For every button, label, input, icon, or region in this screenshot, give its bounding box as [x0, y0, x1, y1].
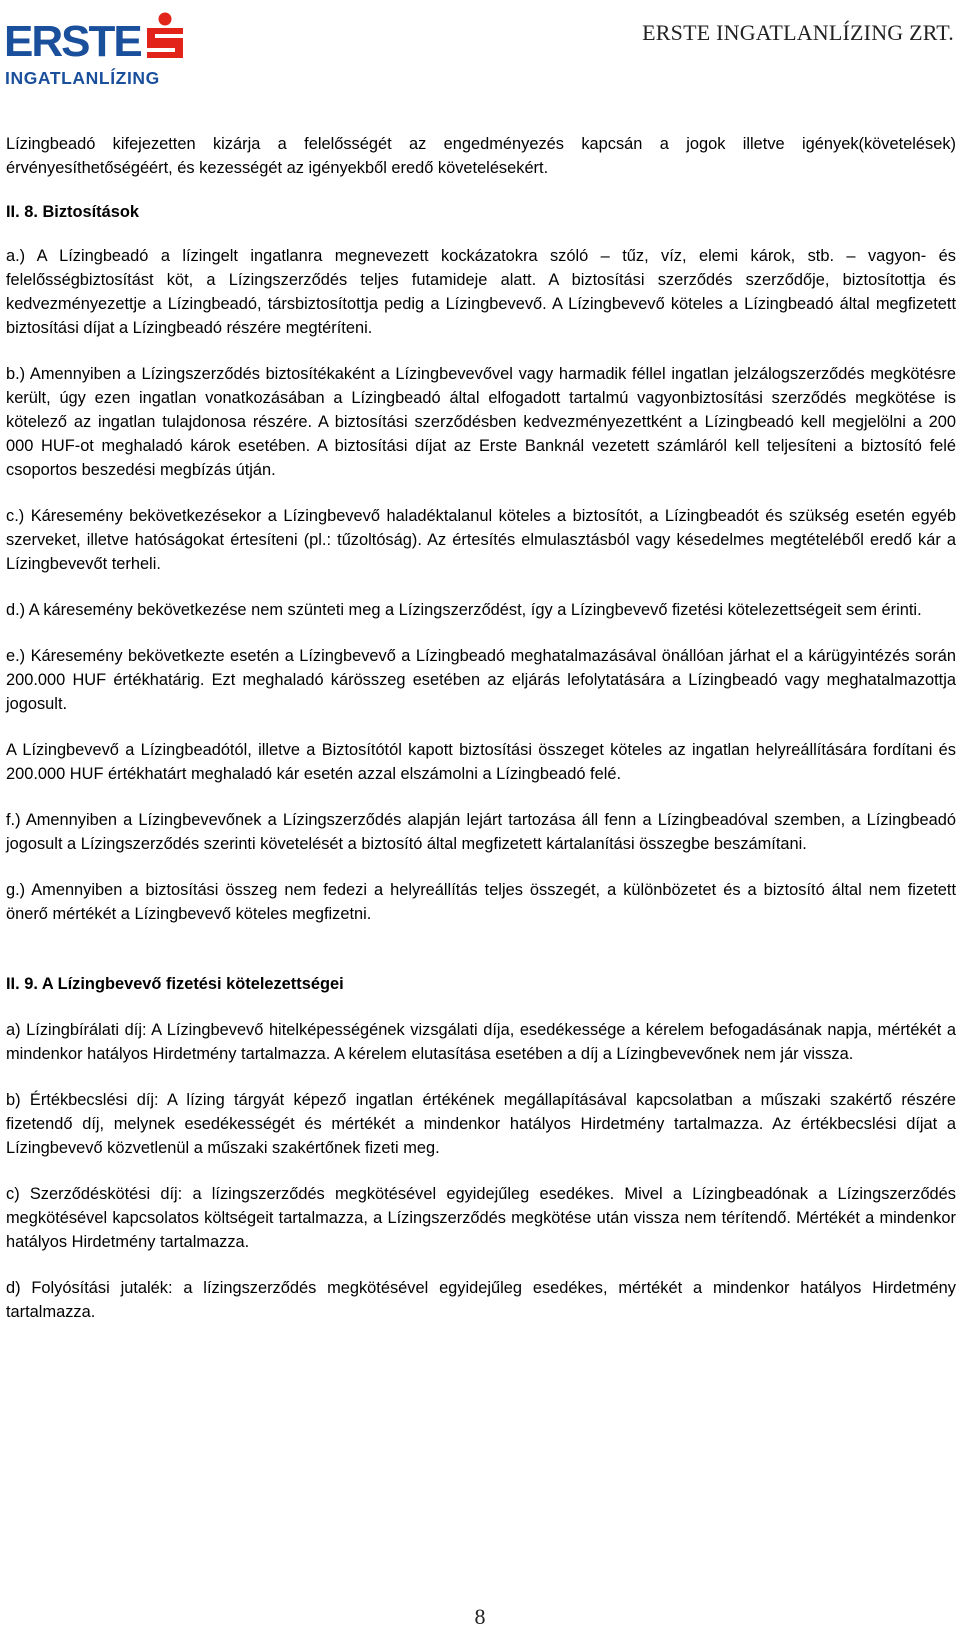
paragraph-insurance-e: e.) Káresemény bekövetkezte esetén a Lízingbevevő a Lízingbeadó meghatalmazásával önállóan járhat el a kárügyintézés során 200.000 HUF értékhatárig. Ezt meghaladó kárösszeg esetében az eljárás lefolytatására a Lízingbeadó vagy meghatalmazottja jogosult.	[6, 647, 956, 713]
section-heading-payment: II. 9. A Lízingbevevő fizetési kötelezettségei	[6, 975, 344, 993]
logo-subtitle-text: INGATLANLÍZING	[5, 68, 160, 88]
erste-logo	[4, 8, 184, 88]
page-number: 8	[474, 1604, 486, 1629]
paragraph-insurance-f: f.) Amennyiben a Lízingbevevőnek a Lízingszerződés alapján lejárt tartozása áll fenn a Lízingbeadóval szemben, a Lízingbeadó jogosult a Lízingszerződés szerinti követelését a biztosító által megfizetett kártalanítási összegbe beszámítani.	[6, 811, 956, 853]
paragraph-insurance-b: b.) Amennyiben a Lízingszerződés biztosítékaként a Lízingbevevővel vagy harmadik féllel ingatlan jelzálogszerződés megkötésre került, úgy ezen ingatlan vonatkozásában a Lízingbeadó által elfogadott tartalmú vagyonbiztosítási szerződés megkötése is kötelező az ingatlan tulajdonosa részére. A biztosítási szerződésben kedvezményezettként a Lízingbeadó kell megjelölni a 200 000 HUF-ot meghaladó károk esetében. A biztosítási díjat az Erste Banknál vezetett számláról kell teljesíteni a biztosító felé csoportos beszedési megbízás útján.	[6, 365, 956, 479]
logo-brand-text: ERSTE	[4, 17, 141, 66]
paragraph-insurance-d: d.) A káresemény bekövetkezése nem szünteti meg a Lízingszerződést, így a Lízingbevevő fizetési kötelezettségeit sem érinti.	[6, 601, 922, 619]
page-header	[0, 0, 960, 100]
paragraph-payment-d: d) Folyósítási jutalék: a lízingszerződés megkötésével egyidejűleg esedékes, mértékét a mindenkor hatályos Hirdetmény tartalmazza.	[6, 1279, 956, 1321]
paragraph-insurance-a: a.) A Lízingbeadó a lízingelt ingatlanra megnevezett kockázatokra szóló – tűz, víz, elemi károk, stb. – vagyon- és felelősségbiztosítást köt, a Lízingszerződés teljes futamideje alatt. A biztosítási szerződés szerződője, biztosítottja és kedvezményezettje a Lízingbeadó, társbiztosítottja pedig a Lízingbevevő. A Lízingbevevő köteles a Lízingbeadó által megfizetett biztosítási díjat a Lízingbeadó részére megtéríteni.	[6, 247, 956, 337]
paragraph-payment-b: b) Értékbecslési díj: A lízing tárgyát képező ingatlan értékének megállapításával kapcsolatban a műszaki szakértő részére fizetendő díj, melynek esedékességét és mértékét a mindenkor hatályos Hirdetmény tartalmazza. Az értékbecslési díjat a Lízingbevevő közvetlenül a műszaki szakértőnek fizeti meg.	[6, 1091, 956, 1157]
paragraph-insurance-e2: A Lízingbevevő a Lízingbeadótól, illetve a Biztosítótól kapott biztosítási összeget köteles az ingatlan helyreállítására fordítani és 200.000 HUF értékhatárt meghaladó kár esetén azzal elszámolni a Lízingbeadó felé.	[6, 741, 956, 783]
paragraph-insurance-c: c.) Káresemény bekövetkezésekor a Lízingbevevő haladéktalanul köteles a biztosítót, a Lízingbeadót és szükség esetén egyéb szerveket, illetve hatóságokat értesíteni (pl.: tűzoltóság). Az értesítés elmulasztásból vagy késedelmes megtételéből eredő kár a Lízingbevevőt terheli.	[6, 507, 956, 573]
company-name: ERSTE INGATLANLÍZING ZRT.	[642, 20, 954, 45]
paragraph-insurance-g: g.) Amennyiben a biztosítási összeg nem fedezi a helyreállítás teljes összegét, a különbözetet és a biztosító által nem fizetett önerő mértékét a Lízingbevevő köteles megfizetni.	[6, 881, 956, 923]
paragraph-disclaimer: Lízingbeadó kifejezetten kizárja a felelősségét az engedményezés kapcsán a jogok illetve igények(követelések) érvényesíthetőségéért, és kezességét az igényekből eredő követelésekért.	[6, 135, 956, 177]
erste-s-mark-icon	[143, 12, 187, 60]
paragraph-payment-c: c) Szerződéskötési díj: a lízingszerződés megkötésével egyidejűleg esedékes. Mivel a Lízingbeadónak a Lízingszerződés megkötésével kapcsolatos költségeit tartalmazza, a Lízingszerződés megkötése után vissza nem térítendő. Mértékét a mindenkor hatályos Hirdetmény tartalmazza.	[6, 1185, 956, 1251]
paragraph-payment-a: a) Lízingbírálati díj: A Lízingbevevő hitelképességének vizsgálati díja, esedékessége a kérelem befogadásának napja, mértékét a mindenkor hatályos Hirdetmény tartalmazza. A kérelem elutasítása esetében a díj a Lízingbevevőnek nem jár vissza.	[6, 1021, 956, 1063]
section-heading-insurance: II. 8. Biztosítások	[6, 203, 139, 221]
document-body	[6, 132, 956, 1324]
